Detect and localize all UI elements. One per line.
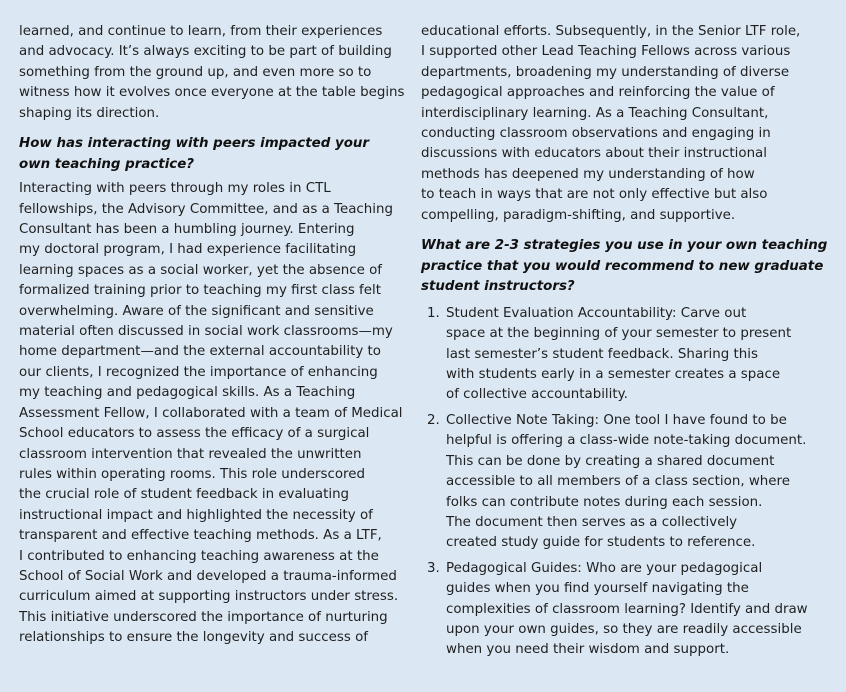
text-line: last semester’s student feedback. Sharing this [446, 346, 758, 362]
text-line: classroom intervention that revealed the unwritten [19, 446, 362, 462]
text-line: student instructors? [421, 279, 575, 295]
text-line: home department—and the external accountability to [19, 344, 381, 360]
text-line: discussions with educators about their instructional [421, 146, 767, 162]
text-line: when you need their wisdom and support. [446, 642, 730, 658]
text-line: guides when you find yourself navigating the [446, 581, 749, 597]
text-line: and advocacy. It’s always exciting to be part of building [19, 44, 392, 60]
text-line: methods has deepened my understanding of how [421, 166, 755, 182]
text-line: School of Social Work and developed a trauma-informed [19, 568, 397, 584]
text-line: upon your own guides, so they are readily accessible [446, 621, 802, 637]
text-line: conducting classroom observations and engaging in [421, 126, 771, 142]
text-line: the crucial role of student feedback in evaluating [19, 487, 350, 503]
text-line: of collective accountability. [446, 387, 628, 403]
text-line: something from the ground up, and even more so to [19, 64, 372, 80]
text-line: How has interacting with peers impacted your [19, 136, 370, 152]
left-column [19, 22, 405, 649]
list-item [421, 559, 809, 661]
text-line: interdisciplinary learning. As a Teaching Consultant, [421, 105, 769, 121]
text-line: learning spaces as a social worker, yet the absence of [19, 262, 382, 278]
text-line: space at the beginning of your semester to present [446, 326, 792, 342]
text-line: our clients, I recognized the importance of enhancing [19, 364, 378, 380]
text-line: Collective Note Taking: One tool I have found to be [446, 412, 787, 428]
text-line: relationships to ensure the longevity and success of [19, 630, 368, 646]
text-line: Student Evaluation Accountability: Carve out [446, 305, 747, 321]
text-line: created study guide for students to reference. [446, 535, 756, 551]
text-line: The document then serves as a collectively [446, 514, 738, 530]
question-heading-strategies [421, 236, 828, 298]
text-line: witness how it evolves once everyone at the table begins [19, 85, 405, 101]
text-line: complexities of classroom learning? Identify and draw [446, 601, 808, 617]
continued-paragraph [421, 22, 809, 226]
text-line: folks can contribute notes during each session. [446, 494, 763, 510]
text-line: to teach in ways that are not only effective but also [421, 187, 768, 203]
text-line: I contributed to enhancing teaching awareness at the [19, 548, 379, 564]
text-line: instructional impact and highlighted the necessity of [19, 507, 373, 523]
text-line: This can be done by creating a shared document [446, 453, 775, 469]
text-line: Pedagogical Guides: Who are your pedagogical [446, 560, 763, 576]
text-line: with students early in a semester creates a space [446, 367, 781, 383]
list-number: 1. [427, 305, 440, 321]
right-column [421, 22, 828, 661]
text-line: departments, broadening my understanding of diverse [421, 64, 790, 80]
question-heading-peers [19, 134, 391, 175]
list-item [421, 411, 809, 554]
text-line: educational efforts. Subsequently, in the Senior LTF role, [421, 24, 801, 39]
intro-paragraph [19, 22, 405, 124]
text-line: my teaching and pedagogical skills. As a Teaching [19, 385, 356, 401]
list-number: 2. [427, 412, 440, 428]
text-line: material often discussed in social work classrooms—my [19, 324, 393, 340]
text-line: formalized training prior to teaching my first class felt [19, 283, 381, 299]
text-line: rules within operating rooms. This role underscored [19, 466, 365, 482]
text-line: fellowships, the Advisory Committee, and as a Teaching [19, 201, 393, 217]
text-line: Consultant has been a humbling journey. Entering [19, 222, 355, 238]
strategies-list [421, 304, 809, 661]
text-line: my doctoral program, I had experience facilitating [19, 242, 357, 258]
text-line: overwhelming. Aware of the significant and sensitive [19, 303, 374, 319]
text-line: practice that you would recommend to new graduate [421, 258, 824, 274]
text-line: Interacting with peers through my roles in CTL [19, 181, 331, 197]
text-line: pedagogical approaches and reinforcing the value of [421, 85, 775, 101]
text-line: learned, and continue to learn, from their experiences [19, 24, 383, 39]
text-line: School educators to assess the efficacy of a surgical [19, 426, 370, 442]
answer-paragraph-peers [19, 179, 403, 648]
list-item [421, 304, 809, 406]
text-line: What are 2-3 strategies you use in your own teaching [421, 238, 828, 254]
text-line: I supported other Lead Teaching Fellows across various [421, 44, 791, 60]
text-line: Assessment Fellow, I collaborated with a team of Medical [19, 405, 403, 421]
text-line: own teaching practice? [19, 156, 195, 172]
text-line: curriculum aimed at supporting instructors under stress. [19, 589, 399, 605]
text-line: shaping its direction. [19, 105, 160, 121]
list-number: 3. [427, 560, 440, 576]
text-line: helpful is offering a class-wide note-taking document. [446, 433, 807, 449]
text-line: accessible to all members of a class section, where [446, 474, 790, 490]
text-line: compelling, paradigm-shifting, and supportive. [421, 207, 736, 223]
text-line: This initiative underscored the importance of nurturing [19, 609, 388, 625]
text-line: transparent and effective teaching methods. As a LTF, [19, 528, 382, 544]
